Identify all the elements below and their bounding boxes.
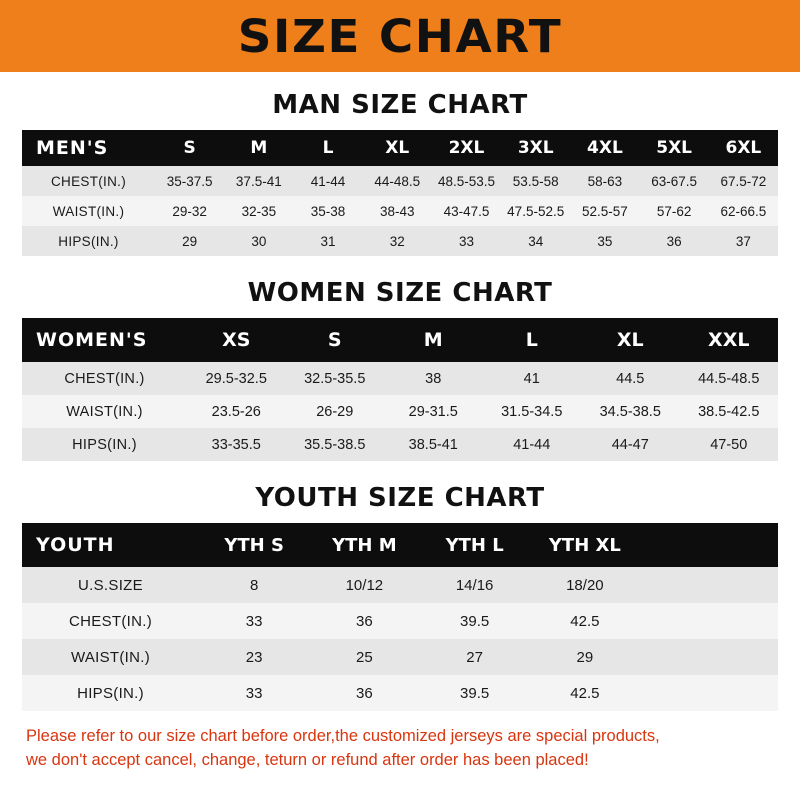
- spacer-top: [0, 72, 800, 90]
- spacer-youth-inner: [22, 513, 778, 523]
- disclaimer-note: [0, 711, 800, 773]
- cell: 53.5-58: [501, 166, 570, 196]
- cell: 18/20: [530, 567, 640, 603]
- cell-empty: [640, 603, 778, 639]
- women-table-head: [22, 318, 778, 362]
- cell: 33: [432, 226, 501, 256]
- disclaimer-line-2: we don't accept cancel, change, teturn or refund after order has been placed!: [26, 750, 589, 769]
- cell: 38-43: [363, 196, 432, 226]
- cell: 44-47: [581, 428, 680, 461]
- table-header-row: [22, 318, 778, 362]
- col-header-yth-l: YTH L: [420, 523, 530, 567]
- table-row: [22, 675, 778, 711]
- cell: 33: [199, 603, 309, 639]
- row-label-chest: CHEST(IN.): [22, 362, 187, 395]
- cell: 33-35.5: [187, 428, 286, 461]
- cell: 29: [530, 639, 640, 675]
- table-row: [22, 639, 778, 675]
- spacer-youth: [0, 461, 800, 483]
- cell: 29-32: [155, 196, 224, 226]
- cell: 26-29: [286, 395, 385, 428]
- cell: 32: [363, 226, 432, 256]
- cell: 35: [570, 226, 639, 256]
- col-header-xs: XS: [187, 318, 286, 362]
- cell-empty: [640, 675, 778, 711]
- spacer-man: [22, 120, 778, 130]
- cell: 8: [199, 567, 309, 603]
- section-title-man: MAN SIZE CHART: [272, 90, 528, 120]
- cell: 39.5: [420, 603, 530, 639]
- cell: 10/12: [309, 567, 419, 603]
- cell-empty: [640, 567, 778, 603]
- cell: 67.5-72: [709, 166, 778, 196]
- page-title: SIZE CHART: [237, 9, 563, 63]
- man-table-body: [22, 166, 778, 256]
- col-header-3xl: 3XL: [501, 130, 570, 166]
- cell: 37.5-41: [224, 166, 293, 196]
- cell: 33: [199, 675, 309, 711]
- col-header-m: M: [384, 318, 483, 362]
- cell: 27: [420, 639, 530, 675]
- cell: 31.5-34.5: [483, 395, 582, 428]
- cell: 43-47.5: [432, 196, 501, 226]
- cell: 39.5: [420, 675, 530, 711]
- cell: 44.5: [581, 362, 680, 395]
- disclaimer-line-1: Please refer to our size chart before order,the customized jerseys are special products,: [26, 727, 660, 745]
- cell: 41-44: [483, 428, 582, 461]
- table-row: [22, 603, 778, 639]
- table-header-row: [22, 130, 778, 166]
- cell: 31: [293, 226, 362, 256]
- table-row: [22, 226, 778, 256]
- col-header-m: M: [224, 130, 293, 166]
- cell-empty: [640, 639, 778, 675]
- row-label-waist: WAIST(IN.): [22, 196, 155, 226]
- cell: 47-50: [680, 428, 779, 461]
- section-title-women: WOMEN SIZE CHART: [247, 278, 553, 308]
- cell: 23.5-26: [187, 395, 286, 428]
- col-header-yth-s: YTH S: [199, 523, 309, 567]
- col-header-l: L: [483, 318, 582, 362]
- section-youth: [0, 483, 800, 711]
- cell: 36: [640, 226, 709, 256]
- cell: 42.5: [530, 603, 640, 639]
- cell: 63-67.5: [640, 166, 709, 196]
- col-header-5xl: 5XL: [640, 130, 709, 166]
- man-table-head: [22, 130, 778, 166]
- cell: 30: [224, 226, 293, 256]
- row-label-us-size: U.S.SIZE: [22, 567, 199, 603]
- youth-table-body: [22, 567, 778, 711]
- col-header-yth-xl: YTH XL: [530, 523, 640, 567]
- table-row: [22, 567, 778, 603]
- col-header-spacer: [640, 523, 778, 567]
- section-title-youth: YOUTH SIZE CHART: [255, 483, 545, 513]
- section-women: [0, 278, 800, 461]
- table-row: [22, 166, 778, 196]
- col-header-s: S: [286, 318, 385, 362]
- cell: 36: [309, 675, 419, 711]
- table-row: [22, 362, 778, 395]
- cell: 32-35: [224, 196, 293, 226]
- cell: 35-37.5: [155, 166, 224, 196]
- table-header-row: [22, 523, 778, 567]
- women-table-body: [22, 362, 778, 461]
- col-header-mens: MEN'S: [22, 130, 155, 166]
- cell: 34: [501, 226, 570, 256]
- cell: 38.5-41: [384, 428, 483, 461]
- spacer-women-inner: [22, 308, 778, 318]
- col-header-4xl: 4XL: [570, 130, 639, 166]
- youth-table-head: [22, 523, 778, 567]
- cell: 35-38: [293, 196, 362, 226]
- header-banner: [0, 0, 800, 72]
- col-header-xl: XL: [363, 130, 432, 166]
- cell: 58-63: [570, 166, 639, 196]
- row-label-chest: CHEST(IN.): [22, 603, 199, 639]
- man-size-table: [22, 130, 778, 256]
- col-header-l: L: [293, 130, 362, 166]
- cell: 62-66.5: [709, 196, 778, 226]
- row-label-hips: HIPS(IN.): [22, 675, 199, 711]
- cell: 38: [384, 362, 483, 395]
- cell: 23: [199, 639, 309, 675]
- cell: 14/16: [420, 567, 530, 603]
- cell: 41: [483, 362, 582, 395]
- section-man: [0, 90, 800, 256]
- cell: 37: [709, 226, 778, 256]
- cell: 29: [155, 226, 224, 256]
- col-header-xl: XL: [581, 318, 680, 362]
- row-label-waist: WAIST(IN.): [22, 395, 187, 428]
- cell: 47.5-52.5: [501, 196, 570, 226]
- table-row: [22, 196, 778, 226]
- women-size-table: [22, 318, 778, 461]
- col-header-xxl: XXL: [680, 318, 779, 362]
- cell: 44.5-48.5: [680, 362, 779, 395]
- cell: 38.5-42.5: [680, 395, 779, 428]
- cell: 48.5-53.5: [432, 166, 501, 196]
- col-header-2xl: 2XL: [432, 130, 501, 166]
- cell: 42.5: [530, 675, 640, 711]
- col-header-yth-m: YTH M: [309, 523, 419, 567]
- cell: 52.5-57: [570, 196, 639, 226]
- row-label-chest: CHEST(IN.): [22, 166, 155, 196]
- cell: 32.5-35.5: [286, 362, 385, 395]
- col-header-s: S: [155, 130, 224, 166]
- cell: 44-48.5: [363, 166, 432, 196]
- cell: 25: [309, 639, 419, 675]
- cell: 34.5-38.5: [581, 395, 680, 428]
- spacer-women: [0, 256, 800, 278]
- youth-size-table: [22, 523, 778, 711]
- row-label-waist: WAIST(IN.): [22, 639, 199, 675]
- cell: 29.5-32.5: [187, 362, 286, 395]
- col-header-womens: WOMEN'S: [22, 318, 187, 362]
- cell: 36: [309, 603, 419, 639]
- table-row: [22, 428, 778, 461]
- table-row: [22, 395, 778, 428]
- row-label-hips: HIPS(IN.): [22, 428, 187, 461]
- cell: 35.5-38.5: [286, 428, 385, 461]
- col-header-youth: YOUTH: [22, 523, 199, 567]
- cell: 29-31.5: [384, 395, 483, 428]
- row-label-hips: HIPS(IN.): [22, 226, 155, 256]
- cell: 41-44: [293, 166, 362, 196]
- cell: 57-62: [640, 196, 709, 226]
- col-header-6xl: 6XL: [709, 130, 778, 166]
